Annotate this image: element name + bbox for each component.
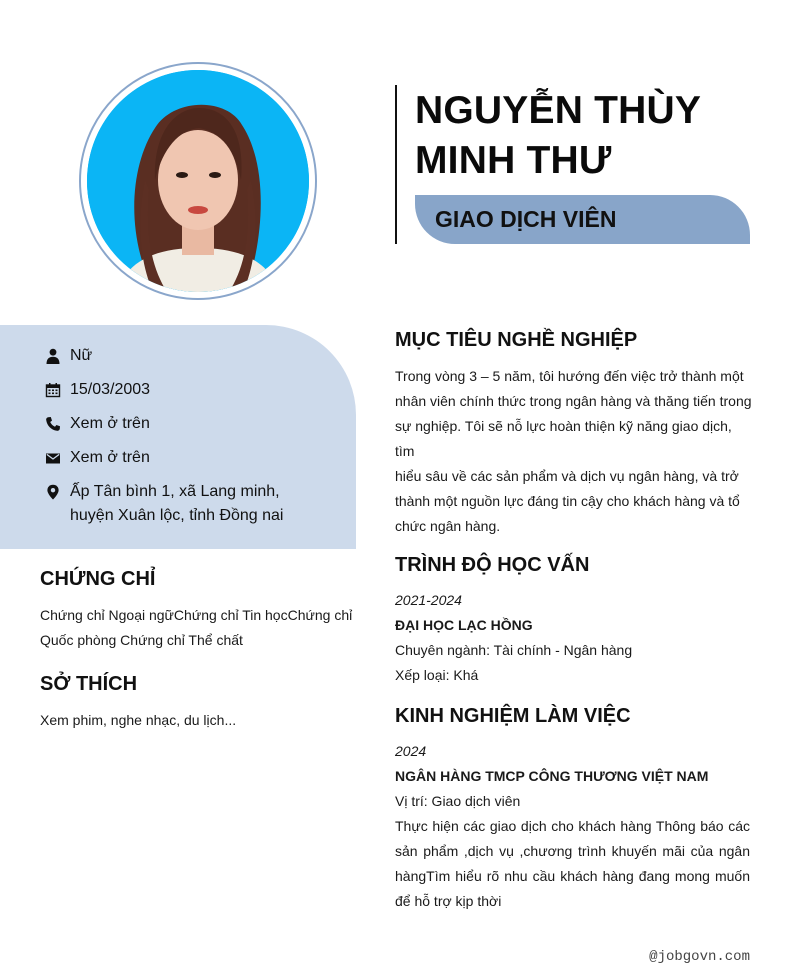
watermark: @jobgovn.com bbox=[649, 949, 750, 965]
education-grade: Xếp loại: Khá bbox=[395, 667, 479, 683]
address-line-2: huyện Xuân lộc, tỉnh Đồng nai bbox=[70, 507, 284, 524]
address-line-1: Ấp Tân bình 1, xã Lang minh, bbox=[70, 483, 280, 500]
objective-line: Trong vòng 3 – 5 năm, tôi hướng đến việc trở thành một bbox=[395, 368, 744, 384]
certificates-title: CHỨNG CHỈ bbox=[40, 568, 156, 590]
role-badge bbox=[415, 195, 750, 244]
objective-title: MỤC TIÊU NGHỀ NGHIỆP bbox=[395, 329, 638, 351]
phone-icon bbox=[44, 412, 61, 436]
experience-title: KINH NGHIỆM LÀM VIỆC bbox=[395, 705, 631, 727]
objective-line: chức ngân hàng. bbox=[395, 518, 501, 534]
person-icon bbox=[44, 344, 61, 368]
contact-email bbox=[44, 446, 150, 470]
name-line-2: MINH THƯ bbox=[415, 139, 612, 182]
contact-address bbox=[44, 480, 283, 528]
education-school: ĐẠI HỌC LẠC HỒNG bbox=[395, 617, 533, 633]
mail-icon bbox=[44, 446, 61, 470]
candidate-name bbox=[415, 86, 755, 186]
education-period: 2021-2024 bbox=[395, 592, 462, 608]
header-divider bbox=[395, 85, 397, 244]
objective-line: hiểu sâu về các sản phẩm và dịch vụ ngân hàng, và trở bbox=[395, 468, 739, 484]
email-text: Xem ở trên bbox=[70, 449, 150, 466]
objective-text bbox=[395, 364, 755, 539]
experience-company: NGÂN HÀNG TMCP CÔNG THƯƠNG VIỆT NAM bbox=[395, 768, 709, 784]
contact-phone bbox=[44, 412, 150, 436]
contact-gender bbox=[44, 344, 92, 368]
calendar-icon bbox=[44, 378, 61, 402]
education-title: TRÌNH ĐỘ HỌC VẤN bbox=[395, 554, 590, 576]
education-entry bbox=[395, 588, 755, 688]
certificates-text bbox=[40, 603, 356, 653]
hobbies-text: Xem phim, nghe nhạc, du lịch... bbox=[40, 712, 237, 728]
address-text bbox=[70, 480, 283, 528]
avatar bbox=[87, 70, 309, 292]
gender-text: Nữ bbox=[70, 347, 93, 364]
contact-birthday bbox=[44, 378, 150, 402]
objective-line: nhân viên chính thức trong ngân hàng và thăng tiến trong bbox=[395, 393, 752, 409]
objective-line: thành một nguồn lực đáng tin cậy cho khách hàng và tổ bbox=[395, 493, 740, 509]
experience-position: Vị trí: Giao dịch viên bbox=[395, 793, 521, 809]
experience-entry bbox=[395, 739, 750, 914]
name-line-1: NGUYỄN THÙY bbox=[415, 89, 702, 132]
experience-line: để hỗ trợ kịp thời bbox=[395, 893, 502, 909]
location-icon bbox=[44, 480, 61, 504]
birthday-text: 15/03/2003 bbox=[70, 381, 151, 398]
experience-line: Thực hiện các giao dịch cho khách hàng Thông báo các bbox=[395, 818, 750, 834]
phone-text: Xem ở trên bbox=[70, 415, 150, 432]
objective-line: sự nghiệp. Tôi sẽ nỗ lực hoàn thiện kỹ năng giao dịch, tìm bbox=[395, 418, 732, 459]
certificates-line-2: Quốc phòng Chứng chỉ Thể chất bbox=[40, 632, 243, 648]
hobbies-title: SỞ THÍCH bbox=[40, 673, 138, 695]
experience-period: 2024 bbox=[395, 743, 427, 759]
role-title: GIAO DỊCH VIÊN bbox=[435, 206, 617, 232]
experience-line: sản phẩm ,dịch vụ ,chương trình khuyến mãi của ngân bbox=[395, 843, 750, 859]
portrait-image bbox=[87, 70, 309, 292]
certificates-line-1: Chứng chỉ Ngoại ngữChứng chỉ Tin họcChứng chỉ bbox=[40, 607, 353, 623]
education-major: Chuyên ngành: Tài chính - Ngân hàng bbox=[395, 642, 633, 658]
experience-line: hàngTìm hiểu rõ nhu cầu khách hàng đang mong muốn bbox=[395, 868, 750, 884]
